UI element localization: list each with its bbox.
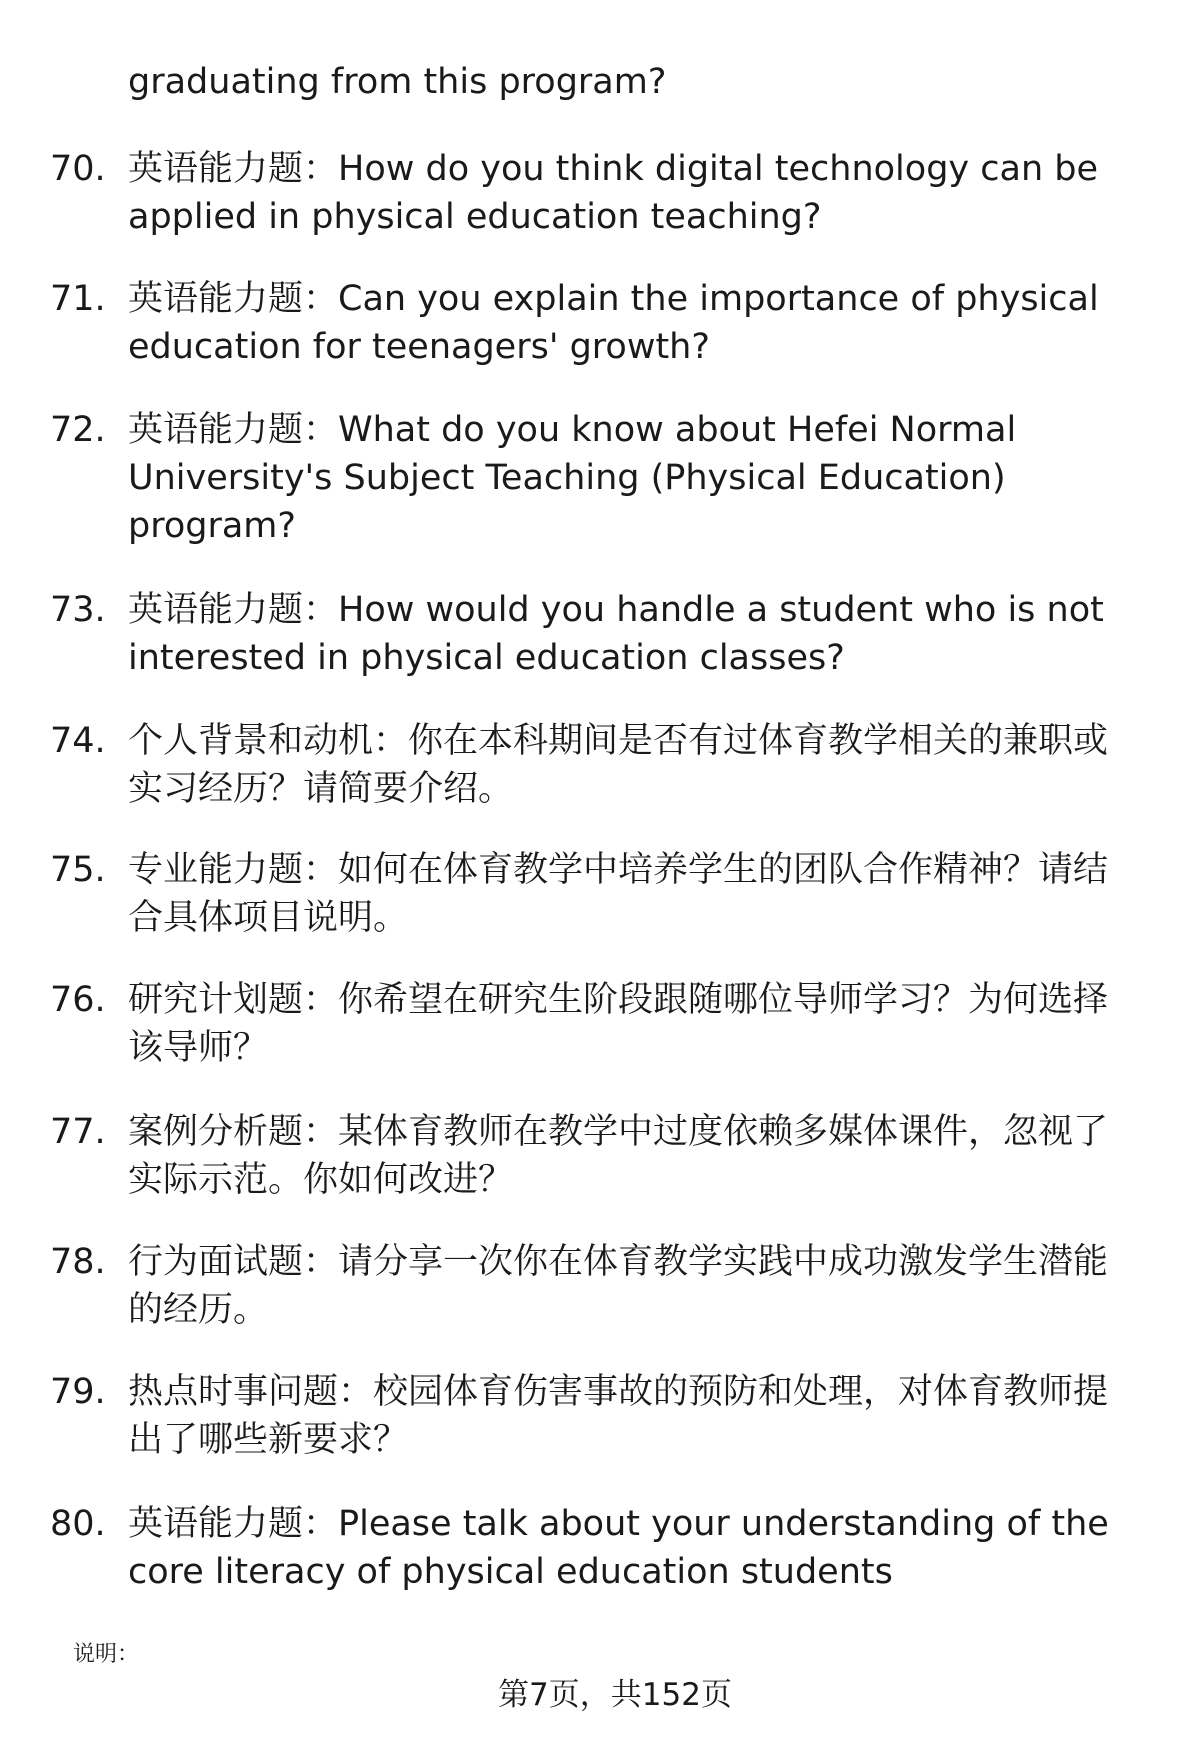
question-text-line: 专业能力题：如何在体育教学中培养学生的团队合作精神？请结 [128,850,1109,890]
question-text-line: 英语能力题：What do you know about Hefei Normal [128,410,1017,450]
question-text [128,976,1138,1072]
question-text-line: applied in physical education teaching? [128,197,822,237]
question-item [50,846,1150,942]
question-text-line: interested in physical education classes? [128,638,845,678]
question-item [50,275,1150,371]
question-text [128,717,1138,813]
question-text-line: education for teenagers' growth? [128,327,710,367]
question-number: 76. [50,980,106,1020]
question-text-line: 案例分析题：某体育教师在教学中过度依赖多媒体课件，忽视了 [128,1112,1109,1152]
question-text [128,406,1138,550]
question-text [128,586,1138,682]
question-text-line: program? [128,506,296,546]
question-text-line: 个人背景和动机：你在本科期间是否有过体育教学相关的兼职或 [128,721,1109,761]
question-text-line: 英语能力题：How do you think digital technology can be [128,149,1099,189]
question-item [50,1238,1150,1334]
page-number-footer: 第7页，共152页 [498,1677,732,1713]
question-item [50,586,1150,682]
question-text-line: 出了哪些新要求？ [128,1420,409,1460]
question-item [50,717,1150,813]
question-item [50,1108,1150,1204]
question-text-line: 英语能力题：Can you explain the importance of physical [128,279,1099,319]
question-item [50,406,1150,550]
question-number: 72. [50,410,106,450]
question-text-line: 热点时事问题：校园体育伤害事故的预防和处理，对体育教师提 [128,1372,1109,1412]
question-text-line: 研究计划题：你希望在研究生阶段跟随哪位导师学习？为何选择 [128,980,1109,1020]
question-item [50,1368,1150,1464]
question-text-line: University's Subject Teaching (Physical Education) [128,458,1006,498]
question-text [128,275,1138,371]
note-label: 说明： [73,1642,140,1667]
question-text [128,846,1138,942]
question-text-line: 实习经历？请简要介绍。 [128,769,514,809]
question-text-line: 行为面试题：请分享一次你在体育教学实践中成功激发学生潜能 [128,1242,1109,1282]
continued-question-text: graduating from this program? [128,62,667,102]
question-number: 79. [50,1372,106,1412]
question-text-line: 的经历。 [128,1290,269,1330]
question-text-line: 英语能力题：Please talk about your understanding of the [128,1504,1109,1544]
question-text-line: 合具体项目说明。 [128,898,409,938]
question-text [128,1108,1138,1204]
question-text-line: 该导师？ [128,1028,269,1068]
question-number: 73. [50,590,106,630]
question-number: 80. [50,1504,106,1544]
question-number: 74. [50,721,106,761]
question-number: 75. [50,850,106,890]
question-number: 77. [50,1112,106,1152]
question-text-line: 英语能力题：How would you handle a student who is not [128,590,1104,630]
question-item [50,976,1150,1072]
question-text [128,145,1138,241]
question-number: 78. [50,1242,106,1282]
question-text-line: core literacy of physical education students [128,1552,893,1592]
question-item [50,1500,1150,1596]
question-number: 71. [50,279,106,319]
question-text [128,1238,1138,1334]
question-text [128,1500,1138,1596]
question-number: 70. [50,149,106,189]
question-text-line: 实际示范。你如何改进？ [128,1160,514,1200]
question-item [50,145,1150,241]
question-text [128,1368,1138,1464]
